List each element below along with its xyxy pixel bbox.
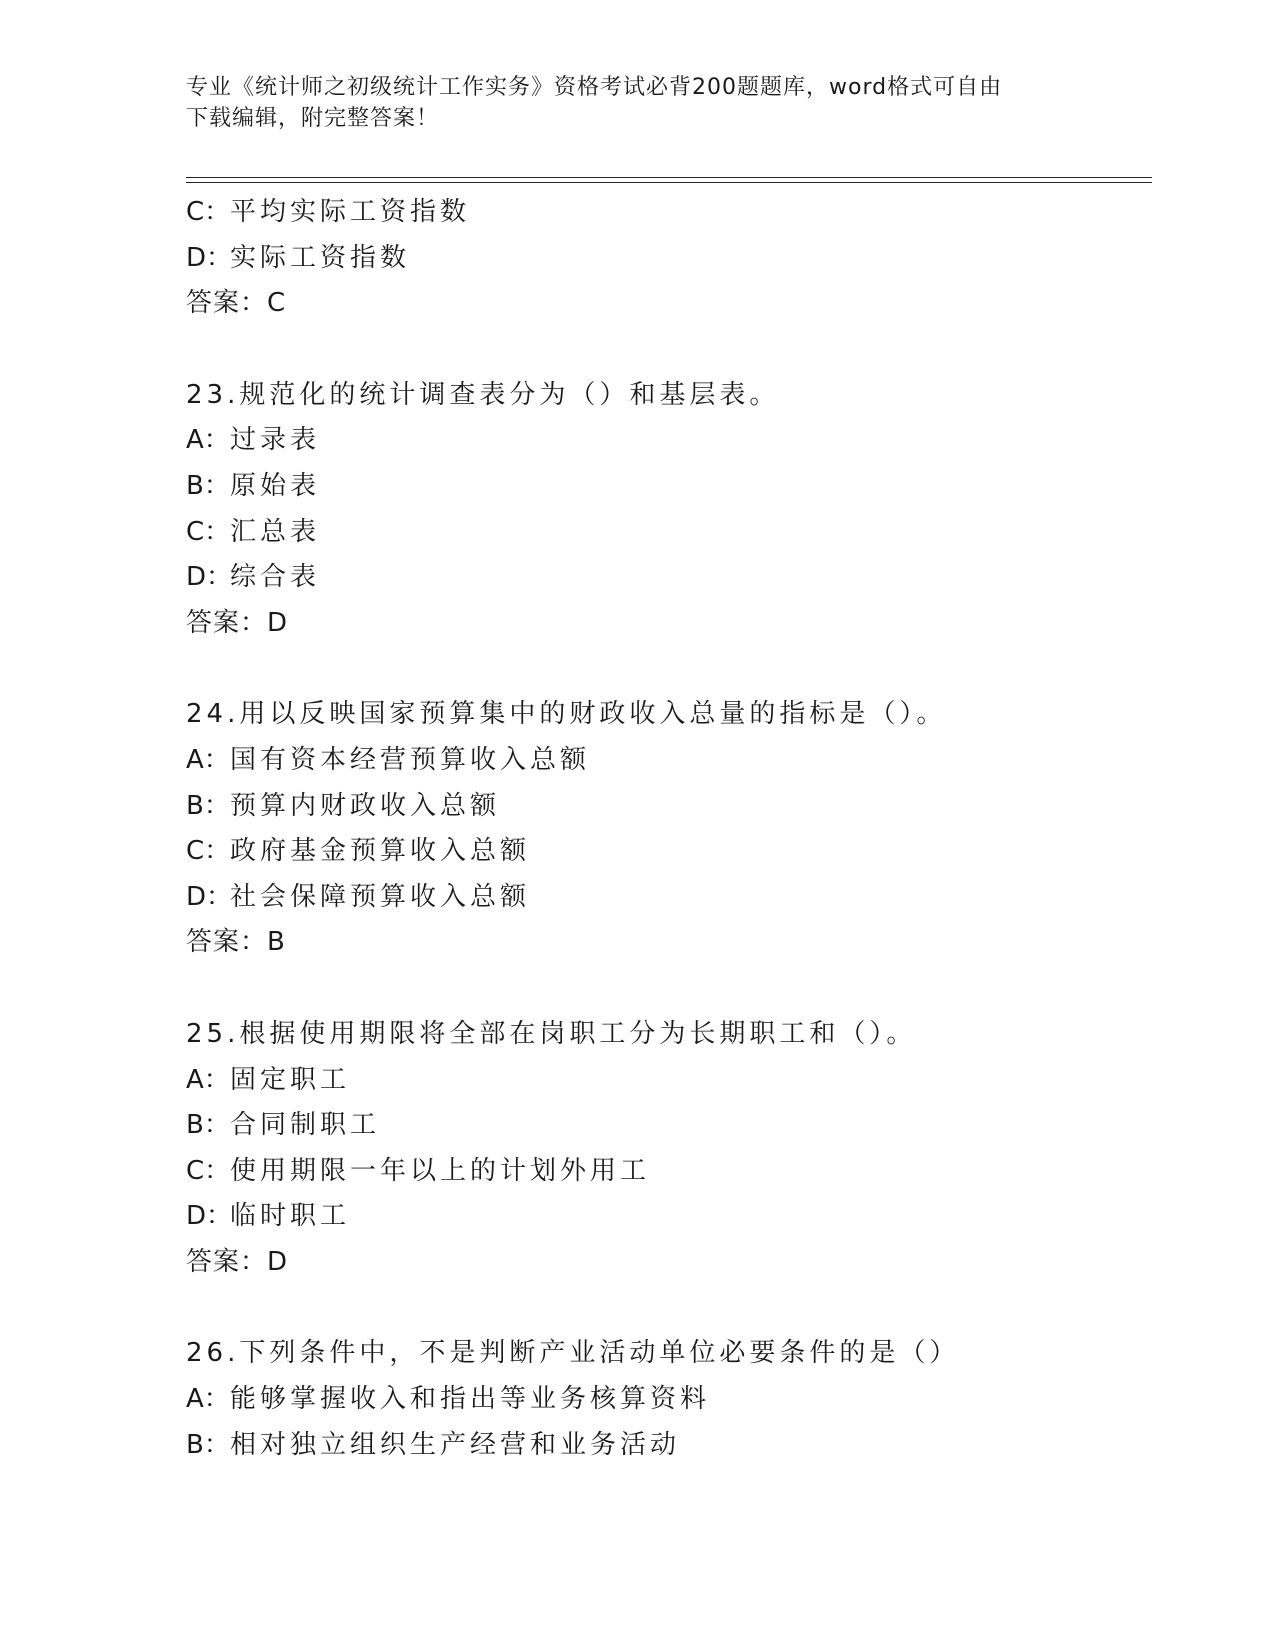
option-d (186, 555, 1152, 601)
answer-value: D (267, 607, 288, 638)
option-a (186, 1058, 1152, 1104)
option-b (186, 784, 1152, 830)
answer-line (186, 920, 1152, 966)
answer-line (186, 601, 1152, 647)
option-c (186, 190, 1152, 236)
question-stem: 25.根据使用期限将全部在岗职工分为长期职工和（）。 (186, 1018, 917, 1049)
prev-question (186, 190, 1152, 327)
option-d (186, 875, 1152, 921)
option-text: 汇总表 (230, 516, 321, 547)
option-a (186, 738, 1152, 784)
answer-line (186, 1240, 1152, 1286)
option-key: A： (186, 425, 230, 456)
option-key: A： (186, 744, 230, 775)
option-b (186, 464, 1152, 510)
answer-label: 答案： (186, 927, 268, 958)
option-text: 合同制职工 (230, 1110, 381, 1141)
option-d (186, 236, 1152, 282)
option-c (186, 1149, 1152, 1195)
question-stem: 24.用以反映国家预算集中的财政收入总量的指标是（）。 (186, 699, 947, 730)
option-key: C： (186, 836, 231, 867)
option-text: 相对独立组织生产经营和业务活动 (230, 1429, 681, 1460)
option-text: 国有资本经营预算收入总额 (230, 744, 591, 775)
option-text: 政府基金预算收入总额 (230, 836, 531, 867)
answer-value: C (267, 288, 286, 319)
header-title-line-1: 专业《统计师之初级统计工作实务》资格考试必背200题题库，word格式可自由 (186, 75, 1003, 100)
header-divider-bottom (186, 182, 1152, 183)
option-key: D： (186, 562, 233, 593)
answer-value: D (267, 1246, 288, 1277)
option-key: C： (186, 1155, 231, 1186)
option-key: C： (186, 516, 231, 547)
option-c (186, 510, 1152, 556)
option-a (186, 418, 1152, 464)
option-text: 临时职工 (230, 1201, 351, 1232)
option-text: 原始表 (230, 470, 321, 501)
question-23 (186, 373, 1152, 647)
option-d (186, 1194, 1152, 1240)
question-24 (186, 692, 1152, 966)
option-text: 使用期限一年以上的计划外用工 (230, 1155, 651, 1186)
option-key: D： (186, 1201, 233, 1232)
option-text: 能够掌握收入和指出等业务核算资料 (230, 1384, 711, 1415)
option-key: B： (186, 1110, 230, 1141)
option-text: 预算内财政收入总额 (230, 790, 501, 821)
question-26 (186, 1331, 1152, 1468)
option-text: 实际工资指数 (230, 242, 411, 273)
option-key: A： (186, 1064, 230, 1095)
option-text: 综合表 (230, 562, 321, 593)
question-list (186, 190, 1152, 1468)
option-text: 社会保障预算收入总额 (230, 881, 531, 912)
option-b (186, 1423, 1152, 1469)
option-text: 平均实际工资指数 (230, 197, 471, 227)
option-key: B： (186, 790, 230, 821)
option-key: D： (186, 881, 233, 912)
option-a (186, 1377, 1152, 1423)
option-key: B： (186, 470, 230, 501)
option-b (186, 1103, 1152, 1149)
question-stem: 26.下列条件中，不是判断产业活动单位必要条件的是（） (186, 1338, 960, 1369)
page-header (186, 72, 1086, 134)
option-key: C： (186, 197, 231, 227)
question-25 (186, 1012, 1152, 1286)
option-key: B： (186, 1429, 230, 1460)
option-key: A： (186, 1384, 230, 1415)
question-stem: 23.规范化的统计调查表分为（）和基层表。 (186, 379, 780, 410)
answer-line (186, 281, 1152, 327)
header-title-line-2: 下载编辑，附完整答案！ (186, 106, 440, 131)
answer-label: 答案： (186, 1246, 268, 1277)
option-text: 过录表 (230, 425, 321, 456)
answer-label: 答案： (186, 288, 268, 319)
answer-label: 答案： (186, 607, 268, 638)
answer-value: B (267, 927, 285, 958)
option-key: D： (186, 242, 233, 273)
option-text: 固定职工 (230, 1064, 351, 1095)
option-c (186, 829, 1152, 875)
header-divider-top (186, 177, 1152, 178)
